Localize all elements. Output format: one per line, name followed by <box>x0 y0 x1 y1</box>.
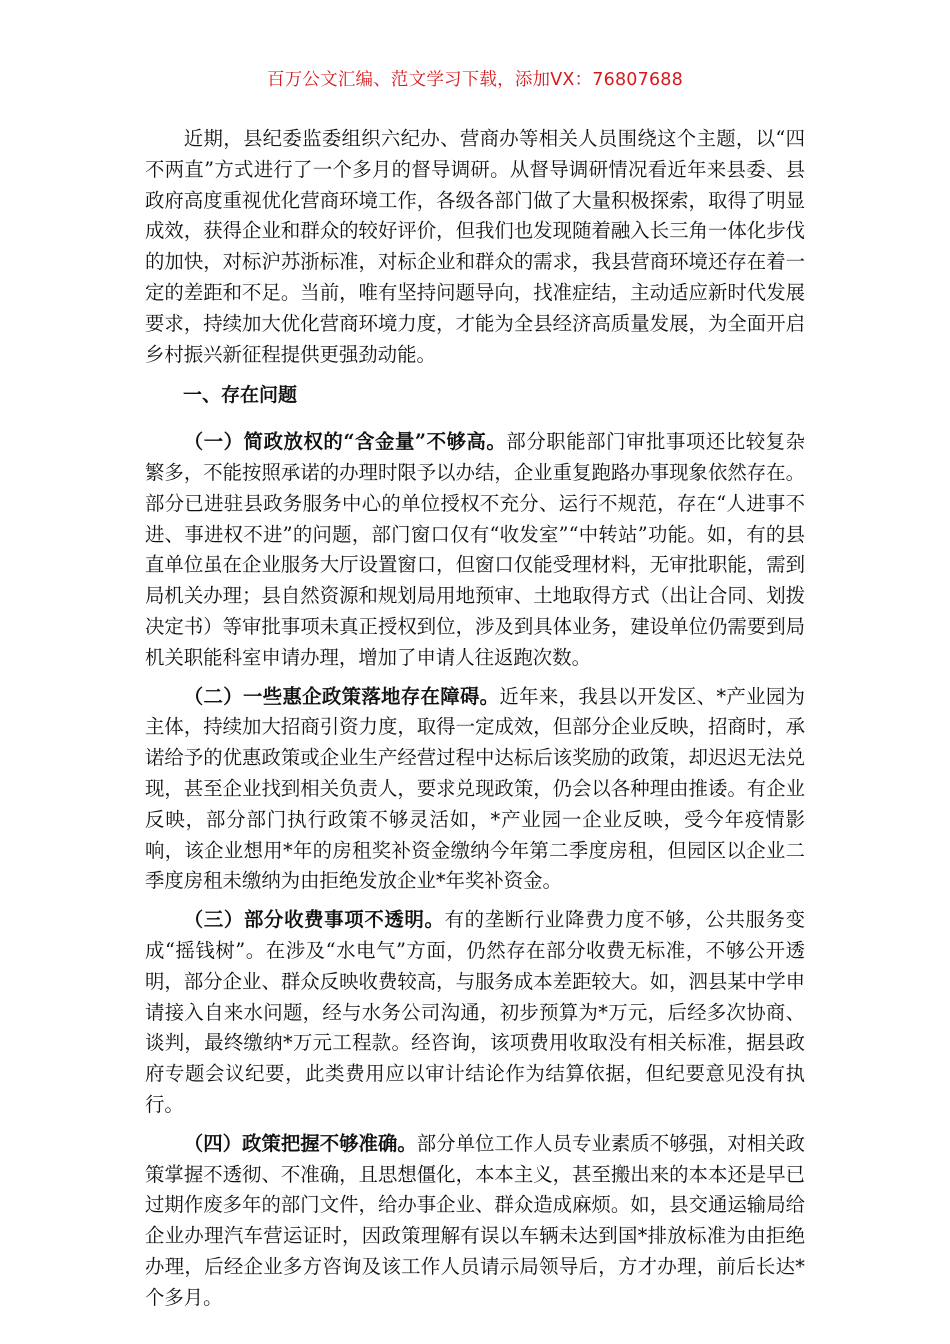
problem-heading-1: （一）简政放权的“含金量”不够高。 <box>183 430 507 454</box>
problem-body-4: 部分单位工作人员专业素质不够强，对相关政策掌握不透彻、不准确，且思想僵化，本本主义，甚至搬出来的本本还是早已过期作废多年的部门文件，给办事企业、群众造成麻烦。如，县交通运输局给企业办理汽车营运证时，因政策理解有误以车辆未达到国*排放标准为由拒绝办理，后经企业多方咨询及该工作人员请示局领导后，方才办理，前后长达*个多月。 <box>145 1131 806 1309</box>
problem-paragraph-4 <box>145 1129 805 1314</box>
document-body <box>145 124 805 1321</box>
problem-body-3: 有的垄断行业降费力度不够，公共服务变成“摇钱树”。在涉及“水电气”方面，仍然存在部分收费无标准，不够公开透明，部分企业、群众反映收费较高，与服务成本差距较大。如，泗县某中学申请接入自来水问题，经与水务公司沟通，初步预算为*万元，后经多次协商、谈判，最终缴纳*万元工程款。经咨询，该项费用收取没有相关标准，据县政府专题会议纪要，此类费用应以审计结论作为结算依据，但纪要意见没有执行。 <box>145 908 806 1116</box>
section-title: 一、存在问题 <box>183 384 298 407</box>
problem-paragraph-3 <box>145 905 805 1121</box>
problem-heading-3: （三）部分收费事项不透明。 <box>183 908 445 932</box>
problem-paragraph-1 <box>145 427 805 673</box>
header-watermark: 百万公文汇编、范文学习下载，添加VX：76807688 <box>267 70 683 90</box>
problem-heading-4: （四）政策把握不够准确。 <box>183 1131 417 1155</box>
problem-paragraph-2 <box>145 682 805 898</box>
intro-paragraph: 近期，县纪委监委组织六纪办、营商办等相关人员围绕这个主题，以“四不两直”方式进行了一个多月的督导调研。从督导调研情况看近年来县委、县政府高度重视优化营商环境工作，各级各部门做了大量积极探索，取得了明显成效，获得企业和群众的较好评价，但我们也发现随着融入长三角一体化步伐的加快，对标沪苏浙标准，对标企业和群众的需求，我县营商环境还存在着一定的差距和不足。当前，唯有坚持问题导向，找准症结，主动适应新时代发展要求，持续加大优化营商环境力度，才能为全县经济高质量发展，为全面开启乡村振兴新征程提供更强劲动能。 <box>145 127 805 366</box>
problem-heading-2: （二）一些惠企政策落地存在障碍。 <box>183 684 500 708</box>
problem-body-1: 部分职能部门审批事项还比较复杂繁多，不能按照承诺的办理时限予以办结，企业重复跑路办事现象依然存在。部分已进驻县政务服务中心的单位授权不充分、运行不规范，存在“人进事不进、事进权不进”的问题，部门窗口仅有“收发室”“中转站”功能。如，有的县直单位虽在企业服务大厅设置窗口，但窗口仅能受理材料，无审批职能，需到局机关办理；县自然资源和规划局用地预审、土地取得方式（出让合同、划拨决定书）等审批事项未真正授权到位，涉及到具体业务，建设单位仍需要到局机关职能科室申请办理，增加了申请人往返跑次数。 <box>145 430 806 669</box>
problem-body-2: 近年来，我县以开发区、*产业园为主体，持续加大招商引资力度，取得一定成效，但部分企业反映，招商时，承诺给予的优惠政策或企业生产经营过程中达标后该奖励的政策，却迟迟无法兑现，甚至企业找到相关负责人，要求兑现政策，仍会以各种理由推诿。有企业反映，部分部门执行政策不够灵活如，*产业园一企业反映，受今年疫情影响，该企业想用*年的房租奖补资金缴纳今年第二季度房租，但园区以企业二季度房租未缴纳为由拒绝发放企业*年奖补资金。 <box>145 684 806 893</box>
